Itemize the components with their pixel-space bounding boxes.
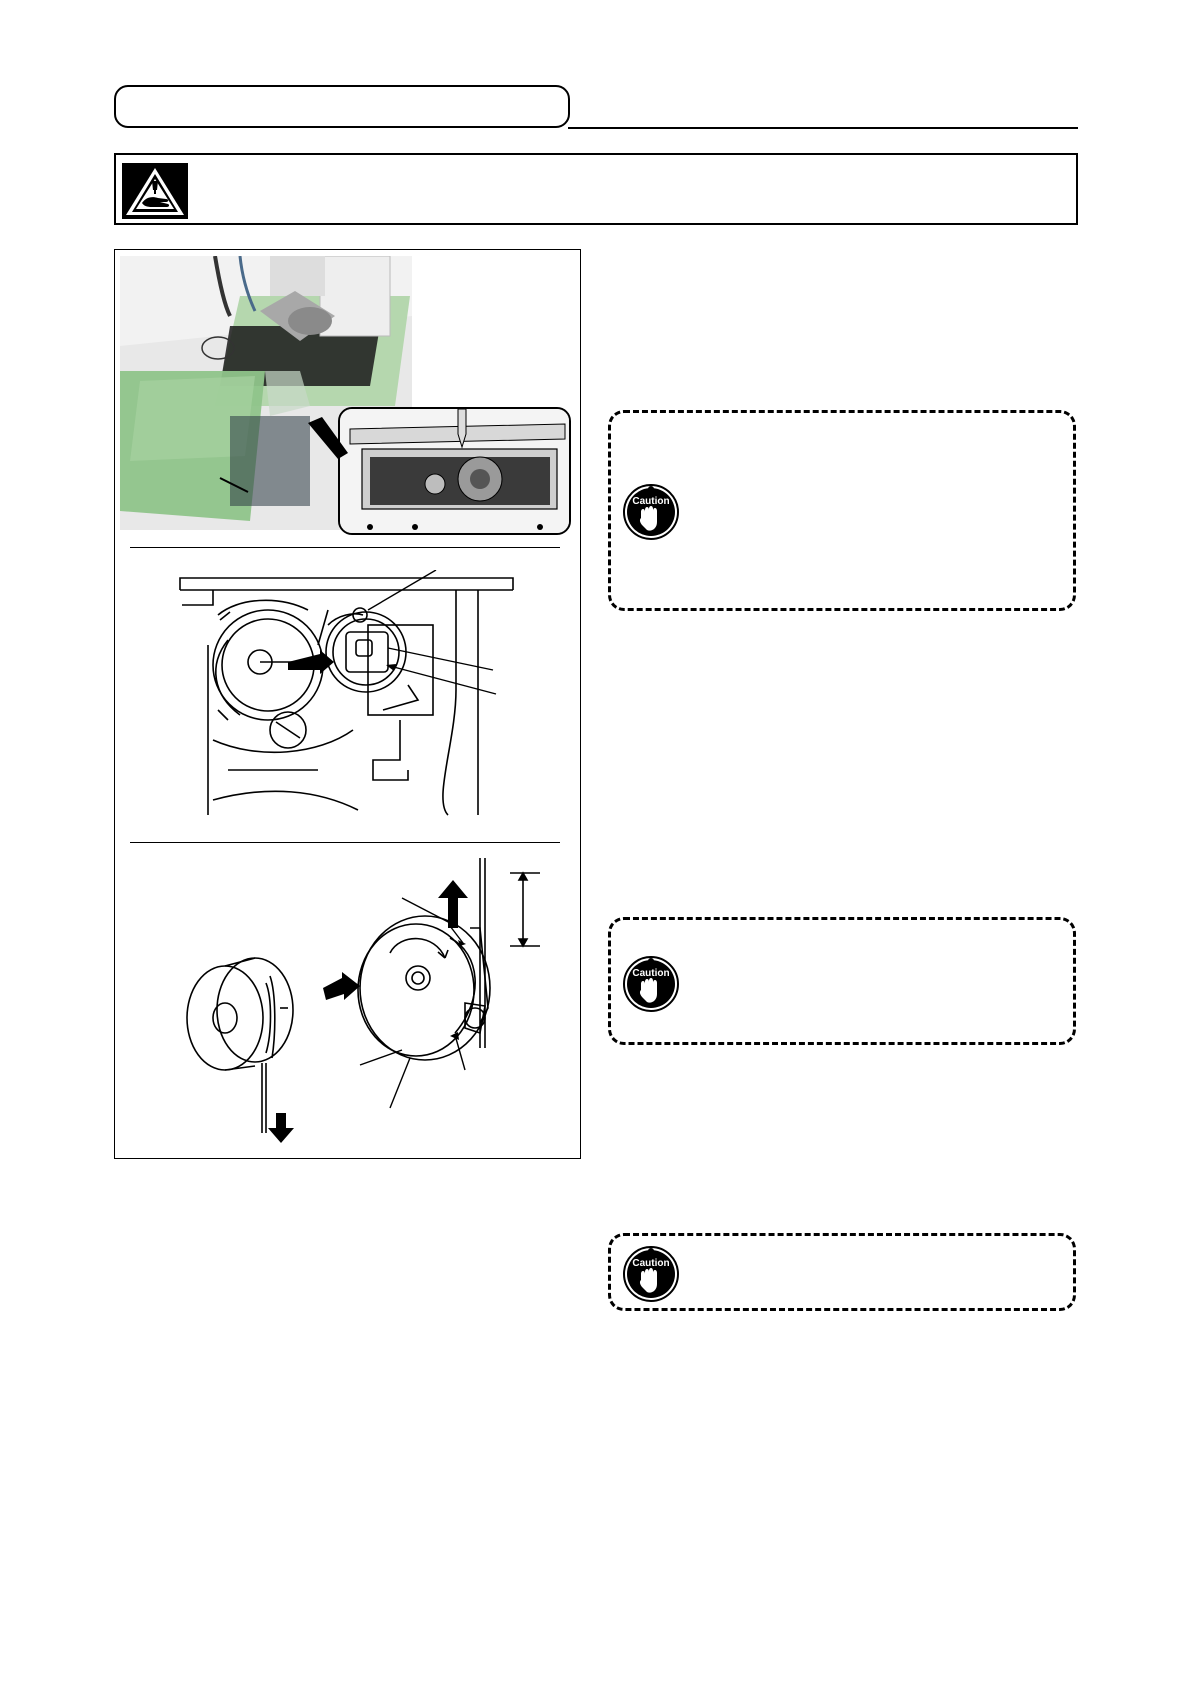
caution-hand-icon [623, 484, 679, 540]
caution-label: Caution [632, 1258, 670, 1269]
caution-hand-icon [623, 956, 679, 1012]
bobbin-case-removal-diagram [168, 570, 528, 820]
figure-divider [130, 842, 560, 843]
caution-hand-icon [623, 1246, 679, 1302]
hand-injury-warning-icon [122, 163, 188, 219]
caution-label: Caution [632, 968, 670, 979]
caution-box [608, 1233, 1076, 1311]
section-title-frame [114, 85, 570, 128]
warning-box [114, 153, 1078, 225]
callout-arrow [300, 415, 350, 460]
caution-box [608, 410, 1076, 611]
bobbin-insertion-diagram [180, 858, 540, 1148]
needle-area-inset [338, 407, 571, 535]
figure-divider [130, 547, 560, 548]
caution-label: Caution [632, 496, 670, 507]
caution-box [608, 917, 1076, 1045]
section-title-rule [568, 127, 1078, 129]
